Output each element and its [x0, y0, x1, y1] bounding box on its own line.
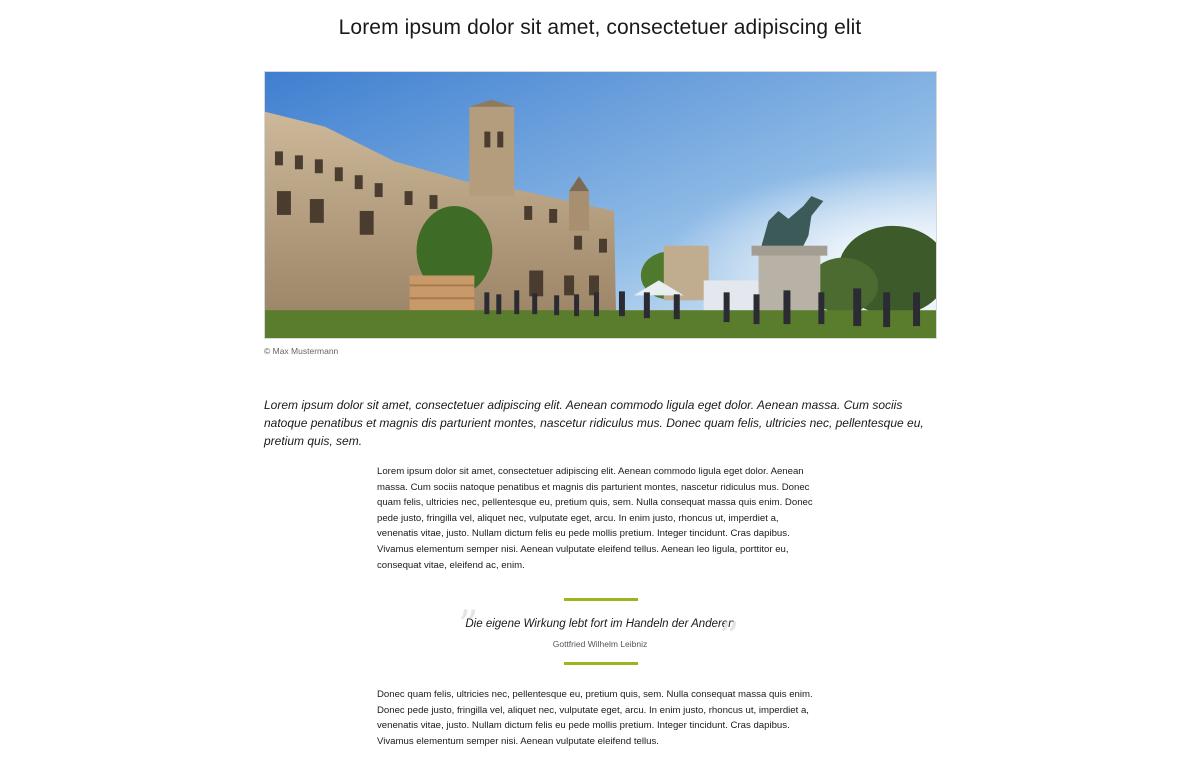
quote-divider-bottom	[564, 662, 638, 665]
lead-paragraph: Lorem ipsum dolor sit amet, consectetuer adipiscing elit. Aenean commodo ligula eget dolor. Aenean massa. Cum sociis natoque penatibus et magnis dis parturient montes, nascetur ridiculus mus. Donec quam felis, ultricies nec, pellentesque eu, pretium quis, sem.	[264, 398, 924, 448]
hero-photo-illustration	[265, 72, 936, 338]
page-title: Lorem ipsum dolor sit amet, consectetuer adipiscing elit	[338, 16, 862, 39]
body-paragraph-2: Donec quam felis, ultricies nec, pellentesque eu, pretium quis, sem. Nulla consequat massa quis enim. Donec pede justo, fringilla vel, aliquet nec, vulputate eget, arcu. In enim justo, rhoncus ut, imperdiet a, venenatis vitae, justo. Nullam dictum felis eu pede mollis pretium. Integer tincidunt. Cras dapibus. Vivamus elementum semper nisi. Aenean vulputate eleifend tellus.	[377, 689, 813, 747]
quote-author: Gottfried Wilhelm Leibniz	[552, 639, 648, 649]
body-paragraph-1: Lorem ipsum dolor sit amet, consectetuer adipiscing elit. Aenean commodo ligula eget dolor. Aenean massa. Cum sociis natoque penatibus et magnis dis parturient montes, nascetur ridiculus mus. Donec quam felis, ultricies nec, pellentesque eu, pretium quis, sem. Nulla consequat massa quis enim. Donec pede justo, fringilla vel, aliquet nec, vulputate eget, arcu. In enim justo, rhoncus ut, imperdiet a, venenatis vitae, justo. Nullam dictum felis eu pede mollis pretium. Integer tincidunt. Cras dapibus. Vivamus elementum semper nisi. Aenean vulputate eleifend tellus. Aenean leo ligula, porttitor eu, consequat vitae, eleifend ac, enim.	[377, 466, 813, 571]
quote-open-icon: ”	[458, 603, 479, 649]
image-credit: © Max Mustermann	[264, 346, 339, 356]
quote-close-icon: ”	[719, 615, 740, 661]
quote-divider-top	[564, 598, 638, 601]
quote-text: Die eigene Wirkung lebt fort im Handeln der Anderen	[465, 618, 735, 630]
hero-image	[264, 71, 937, 339]
